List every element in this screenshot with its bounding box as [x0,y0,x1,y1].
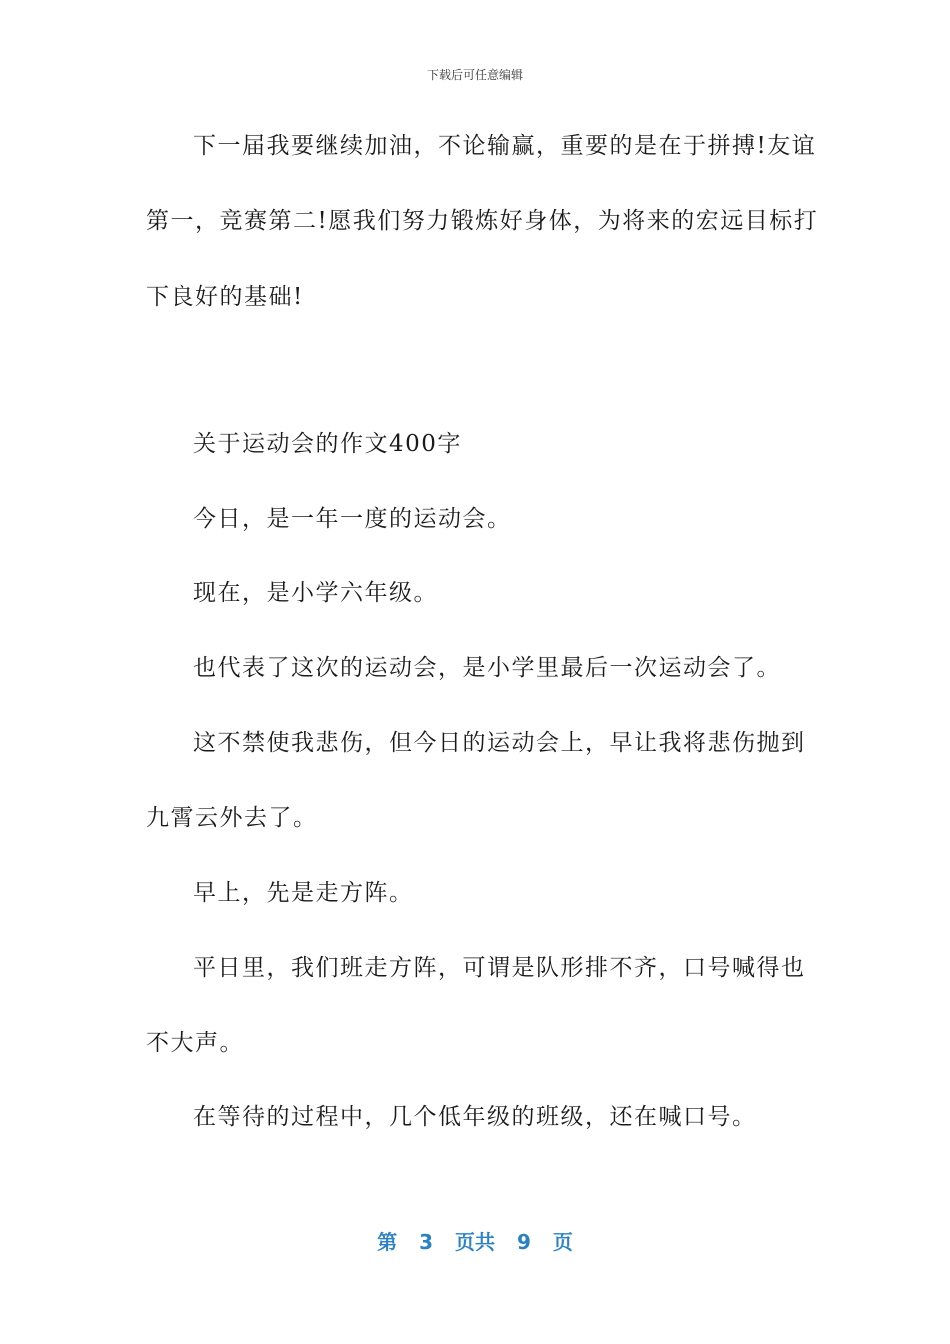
body-line: 下良好的基础! [146,284,304,310]
page-number: 3 [419,1230,433,1254]
body-line: 也代表了这次的运动会，是小学里最后一次运动会了。 [193,655,781,681]
page-total: 9 [517,1230,531,1254]
body-line: 第一，竞赛第二!愿我们努力锻炼好身体，为将来的宏远目标打 [146,208,819,234]
page-footer [0,1226,950,1255]
body-line: 早上，先是走方阵。 [193,880,414,906]
body-line: 不大声。 [146,1030,244,1056]
body-line: 现在，是小学六年级。 [193,580,438,606]
page-label-suffix: 页 [552,1230,573,1254]
body-line: 在等待的过程中，几个低年级的班级，还在喊口号。 [193,1104,757,1130]
page-label-mid: 页共 [455,1230,495,1254]
essay-title: 关于运动会的作文400字 [193,431,462,457]
page-header: 下载后可任意编辑 [426,68,523,82]
body-line: 今日，是一年一度的运动会。 [193,506,512,532]
body-line: 平日里，我们班走方阵，可谓是队形排不齐，口号喊得也 [193,955,806,981]
body-line: 九霄云外去了。 [146,805,318,831]
page-label-prefix: 第 [377,1230,398,1254]
body-line: 下一届我要继续加油，不论输赢，重要的是在于拼搏!友谊 [193,133,817,159]
body-line: 这不禁使我悲伤，但今日的运动会上，早让我将悲伤抛到 [193,730,806,756]
